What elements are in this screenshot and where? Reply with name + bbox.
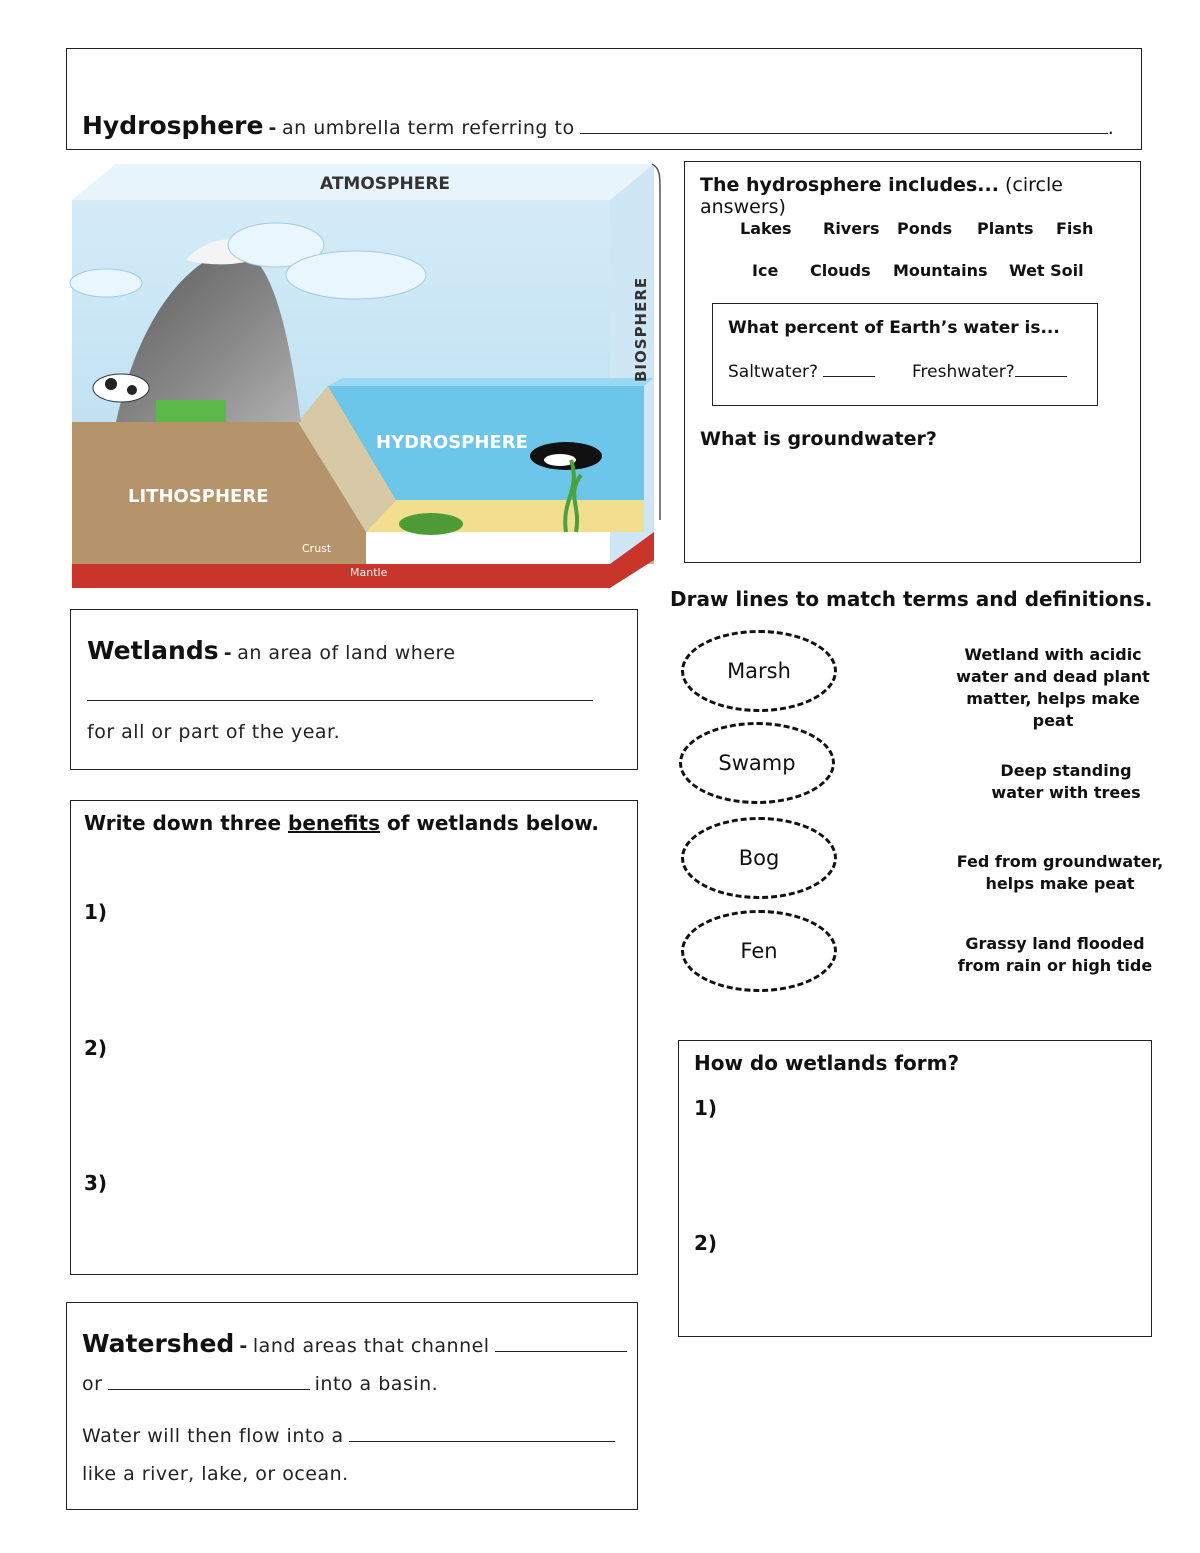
term-marsh[interactable] xyxy=(681,630,837,712)
benefit-number-3: 3) xyxy=(84,1171,108,1195)
wetlands-blank[interactable] xyxy=(87,686,593,701)
benefit-number-2: 2) xyxy=(84,1036,108,1060)
definition-4[interactable]: Grassy land flooded from rain or high tide xyxy=(957,934,1153,975)
earth-spheres-diagram xyxy=(66,160,696,592)
option-plants[interactable]: Plants xyxy=(977,219,1034,238)
term-marsh-label: Marsh xyxy=(727,659,791,683)
watershed-line-3 xyxy=(82,1425,615,1447)
hydrosphere-label: HYDROSPHERE xyxy=(376,432,528,453)
atmosphere-label: ATMOSPHERE xyxy=(320,174,451,194)
hydrosphere-blank[interactable] xyxy=(580,115,1108,134)
option-mountains[interactable]: Mountains xyxy=(893,261,988,280)
term-bog-label: Bog xyxy=(738,846,780,870)
earth-spheres-illustration xyxy=(66,160,696,592)
form-number-1: 1) xyxy=(694,1096,718,1120)
benefits-title xyxy=(84,811,599,835)
includes-title: The hydrosphere includes... xyxy=(700,174,999,196)
crust-label: Crust xyxy=(302,542,332,555)
watershed-line-2 xyxy=(82,1373,438,1395)
option-fish[interactable]: Fish xyxy=(1056,219,1094,238)
wetlands-definition-box xyxy=(70,609,638,770)
definition-3[interactable]: Fed from groundwater, helps make peat xyxy=(956,852,1164,893)
option-wet-soil[interactable]: Wet Soil xyxy=(1009,261,1084,280)
benefit-number-1: 1) xyxy=(84,900,108,924)
watershed-text-5: like a river, lake, or ocean. xyxy=(82,1463,349,1485)
freshwater-blank[interactable] xyxy=(1015,362,1067,377)
hydrosphere-text: an umbrella term referring to xyxy=(282,117,575,139)
freshwater-label: Freshwater? xyxy=(912,362,1015,382)
option-clouds[interactable]: Clouds xyxy=(810,261,871,280)
watershed-blank-2[interactable] xyxy=(108,1375,310,1390)
hydrosphere-period: . xyxy=(1107,117,1114,139)
watershed-line-1 xyxy=(82,1329,627,1358)
watershed-text-1: land areas that channel xyxy=(252,1335,490,1357)
biosphere-label: BIOSPHERE xyxy=(632,276,650,382)
wetlands-form-box xyxy=(678,1040,1152,1337)
groundwater-question: What is groundwater? xyxy=(700,428,937,450)
hydrosphere-dash: - xyxy=(268,117,277,139)
hydrosphere-definition-box xyxy=(66,48,1142,150)
term-swamp-label: Swamp xyxy=(718,751,796,775)
hydrosphere-definition-line xyxy=(82,111,1114,140)
watershed-dash: - xyxy=(239,1335,248,1357)
includes-note: (circle answers) xyxy=(700,174,1063,218)
hydrosphere-includes-box xyxy=(684,161,1141,563)
term-bog[interactable] xyxy=(681,817,837,899)
definition-2[interactable]: Deep standing water with trees xyxy=(991,761,1141,802)
watershed-blank-1[interactable] xyxy=(495,1337,627,1352)
wetlands-dash: - xyxy=(223,642,233,664)
percent-title: What percent of Earth’s water is... xyxy=(728,318,1060,338)
saltwater-label: Saltwater? xyxy=(728,362,819,382)
mantle-label: Mantle xyxy=(350,566,388,579)
benefits-title-post: of wetlands below xyxy=(386,811,592,835)
benefits-title-underlined: benefits xyxy=(288,811,380,835)
hydrosphere-term: Hydrosphere xyxy=(82,111,264,140)
wetlands-definition-line xyxy=(87,636,456,665)
option-lakes[interactable]: Lakes xyxy=(740,219,792,238)
form-number-2: 2) xyxy=(694,1231,718,1255)
watershed-term: Watershed xyxy=(82,1329,235,1358)
watershed-blank-3[interactable] xyxy=(349,1427,615,1442)
lithosphere-label: LITHOSPHERE xyxy=(128,486,269,507)
option-ponds[interactable]: Ponds xyxy=(897,219,953,238)
watershed-text-4: Water will then flow into a xyxy=(82,1425,344,1447)
matching-title: Draw lines to match terms and definitions. xyxy=(670,587,1153,611)
saltwater-blank[interactable] xyxy=(823,362,875,377)
saltwater-line xyxy=(728,362,875,382)
term-fen-label: Fen xyxy=(740,939,778,963)
term-fen[interactable] xyxy=(681,910,837,992)
water-percent-box xyxy=(712,303,1098,406)
option-rivers[interactable]: Rivers xyxy=(823,219,880,238)
includes-title-line xyxy=(700,174,1140,218)
freshwater-line xyxy=(912,362,1067,382)
benefits-box xyxy=(70,800,638,1275)
wetlands-end: for all or part of the year. xyxy=(87,721,341,743)
term-swamp[interactable] xyxy=(679,722,835,804)
form-title: How do wetlands form? xyxy=(694,1051,960,1075)
watershed-text-2: or xyxy=(82,1373,103,1395)
benefits-title-end: . xyxy=(591,811,600,835)
option-ice[interactable]: Ice xyxy=(752,261,779,280)
wetlands-term: Wetlands xyxy=(87,636,219,665)
watershed-text-3: into a basin. xyxy=(314,1373,439,1395)
watershed-definition-box xyxy=(66,1302,638,1510)
wetlands-text: an area of land where xyxy=(237,642,456,664)
benefits-title-pre: Write down three xyxy=(84,811,282,835)
definition-1[interactable]: Wetland with acidic water and dead plant matter, helps make peat xyxy=(956,645,1150,730)
